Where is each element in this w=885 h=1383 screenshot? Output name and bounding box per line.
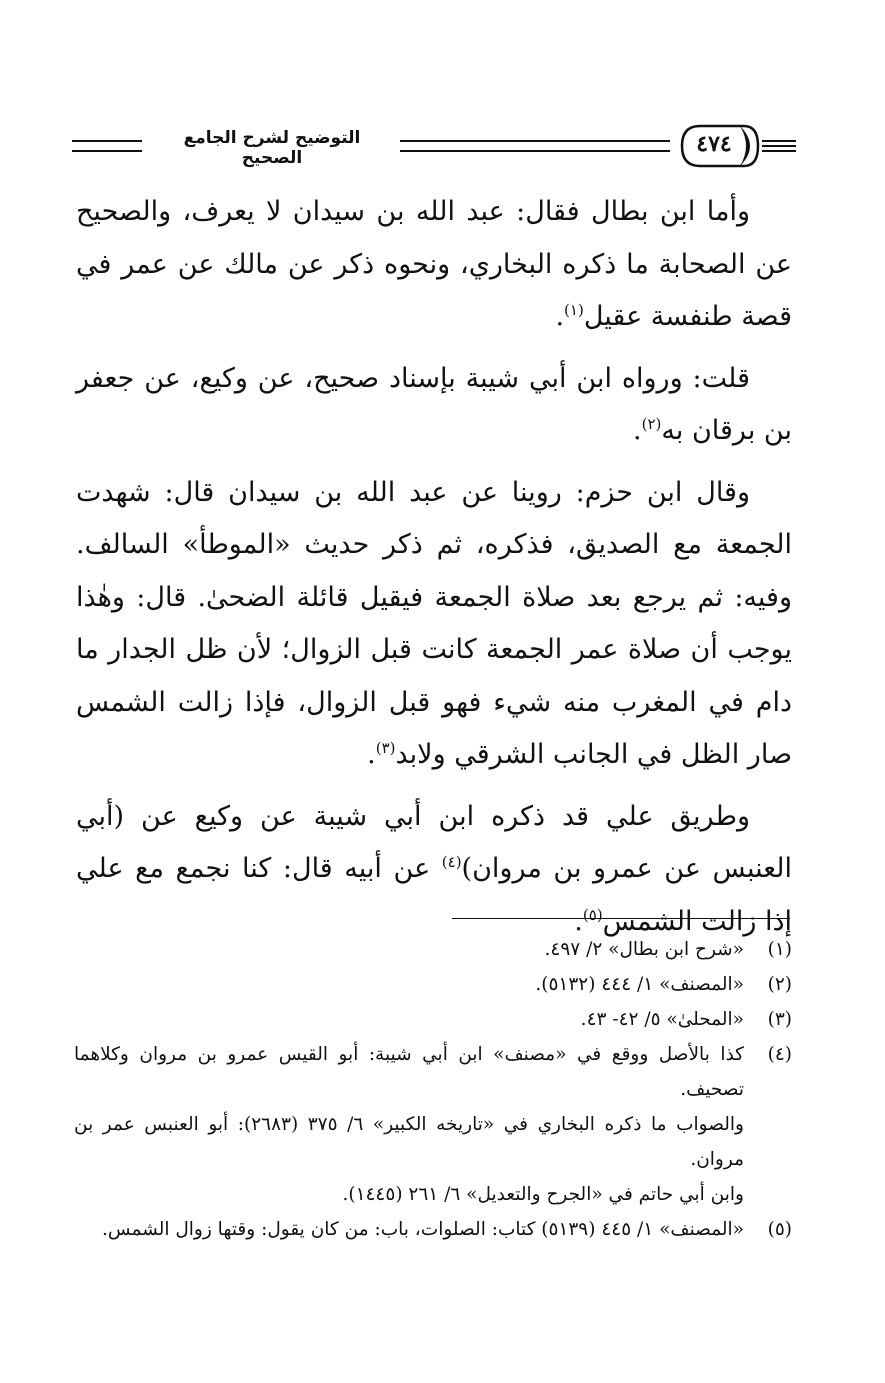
paragraph	[76, 186, 792, 344]
footnote-ref[interactable]: (٢)	[641, 415, 662, 433]
footnote	[74, 967, 792, 1002]
paragraph-text: قلت: ورواه ابن أبي شيبة بإسناد صحيح، عن وكيع، عن جعفر بن برقان به	[76, 362, 792, 446]
footnote-number: (٣)	[767, 1009, 792, 1030]
footnote-number: (٥)	[767, 1219, 792, 1240]
footnote-text: «المصنف» ١/ ٤٤٥ (٥١٣٩) كتاب: الصلوات، باب: من كان يقول: وقتها زوال الشمس.	[102, 1219, 744, 1240]
paragraph-text: وأما ابن بطال فقال: عبد الله بن سيدان لا يعرف، والصحيح عن الصحابة ما ذكره البخاري، ونحوه ذكر عن مالك عن عمر في قصة طنفسة عقيل	[76, 196, 792, 332]
footnote-continuation: وابن أبي حاتم في «الجرح والتعديل» ٦/ ٢٦١ (١٤٤٥).	[342, 1184, 744, 1205]
paragraph-text: وطريق علي قد ذكره ابن أبي شيبة عن وكيع عن (أبي العنبس عن عمرو بن مروان)	[76, 800, 792, 884]
paragraph-text: عن أبيه قال: كنا نجمع مع علي إذا زالت الشمس	[76, 853, 792, 937]
page-number-badge	[678, 123, 760, 169]
header-rule	[72, 150, 142, 152]
paragraph	[76, 791, 792, 949]
footnote-continuation: والصواب ما ذكره البخاري في «تاريخه الكبير» ٦/ ٣٧٥ (٢٦٨٣): أبو العنبس عمر بن مروان.	[74, 1114, 744, 1170]
main-text	[76, 186, 792, 957]
header-rule	[400, 140, 670, 142]
footnote	[74, 932, 792, 967]
page-header	[72, 118, 796, 174]
paragraph-text: وقال ابن حزم: روينا عن عبد الله بن سيدان قال: شهدت الجمعة مع الصديق، فذكره، ثم ذكر حديث «الموطأ» السالف. وفيه: ثم يرجع بعد صلاة الجمعة فيقيل قائلة الضحىٰ. قال: وهٰذا يوجب أن صلاة عمر الجمعة كانت قبل الزوال؛ لأن ظل الجدار ما دام في المغرب منه شيء فهو قبل الزوال، فإذا زالت الشمس صار الظل في الجانب الشرقي ولابد	[76, 476, 792, 770]
footnote-ref[interactable]: (٣)	[375, 739, 396, 757]
footnote	[74, 1037, 792, 1107]
footnote-separator	[452, 918, 790, 919]
footnote-text: «المحلىٰ» ٥/ ٤٢- ٤٣.	[580, 1009, 744, 1030]
running-title: التوضيح لشرح الجامع الصحيح	[183, 128, 361, 168]
footnote-text: «شرح ابن بطال» ٢/ ٤٩٧.	[544, 939, 744, 960]
header-rule	[762, 150, 796, 152]
footnote-number: (١)	[767, 939, 792, 960]
paragraph-end: .	[633, 415, 642, 446]
footnote-ref[interactable]: (١)	[564, 301, 584, 319]
header-rule	[72, 140, 142, 142]
footnotes	[74, 932, 792, 1247]
footnote-number: (٢)	[767, 974, 792, 995]
header-rule	[762, 145, 796, 147]
footnote-text: «المصنف» ١/ ٤٤٤ (٥١٣٢).	[535, 974, 744, 995]
footnote-ref[interactable]: (٥)	[582, 905, 603, 924]
footnote-ref[interactable]: (٤)	[441, 853, 462, 871]
paragraph-end: .	[367, 739, 376, 770]
paragraph	[76, 467, 792, 782]
paragraph	[76, 353, 792, 458]
header-rule	[762, 140, 796, 142]
header-rule	[400, 150, 670, 152]
footnote	[74, 1002, 792, 1037]
paragraph-end: .	[574, 905, 583, 937]
page-number: ٤٧٤	[696, 131, 732, 157]
footnote-text: كذا بالأصل ووقع في «مصنف» ابن أبي شيبة: أبو القيس عمرو بن مروان وكلاهما تصحيف.	[74, 1044, 744, 1100]
paragraph-end: .	[555, 301, 565, 332]
footnote-number: (٤)	[767, 1044, 792, 1065]
footnote	[74, 1212, 792, 1247]
